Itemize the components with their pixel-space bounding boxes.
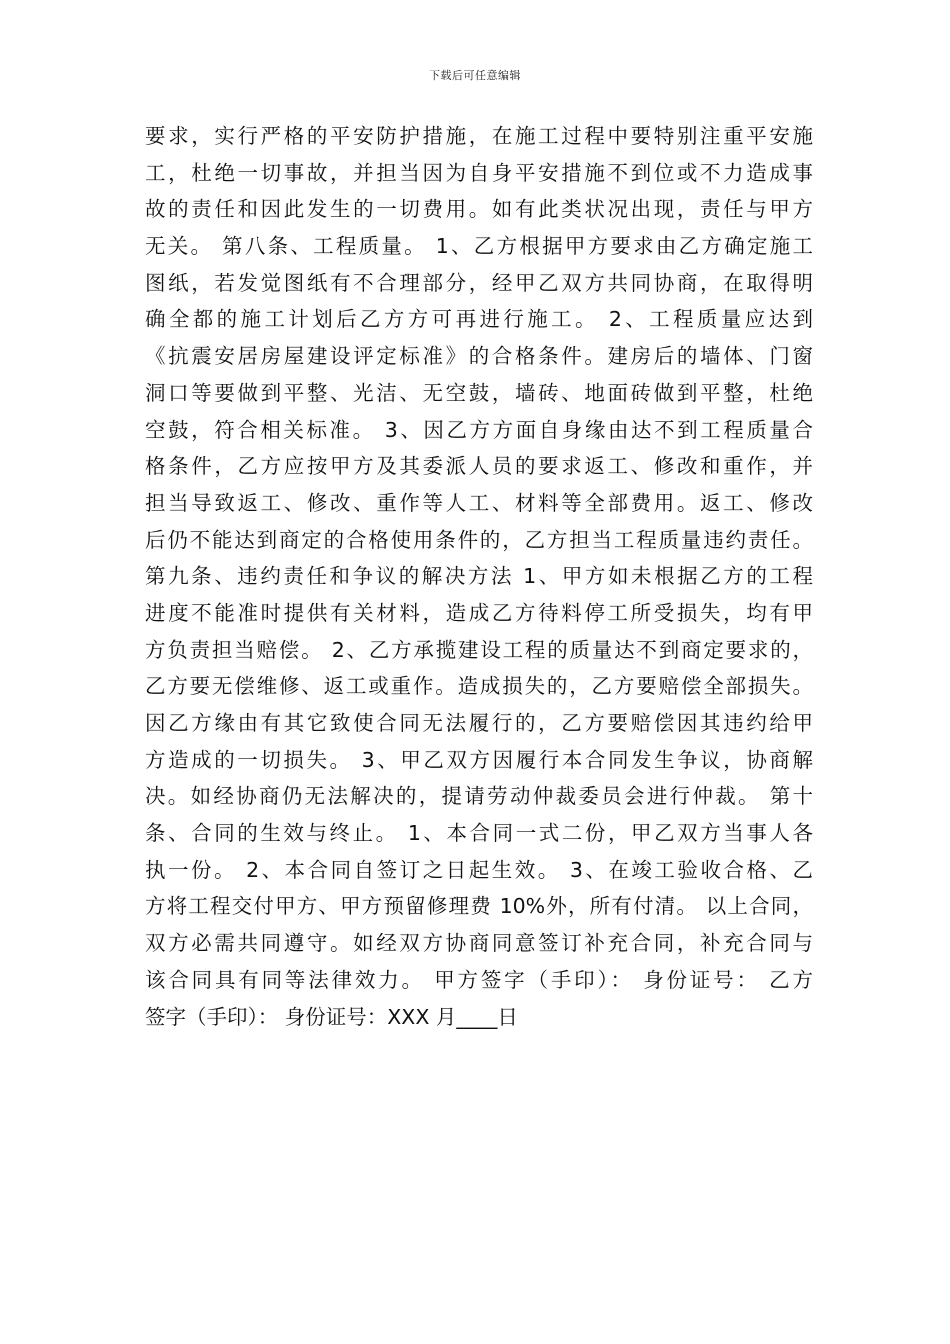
body-line: 无关。 第八条、工程质量。 1、乙方根据甲方要求由乙方确定施工 (145, 234, 813, 259)
body-line: 要求，实行严格的平安防护措施，在施工过程中要特别注重平安施 (145, 124, 813, 148)
body-line: 空鼓，符合相关标准。 3、因乙方方面自身缘由达不到工程质量合 (145, 417, 813, 442)
body-line: 乙方要无偿维修、返工或重作。造成损失的，乙方要赔偿全部损失。 (145, 674, 813, 699)
body-line: 进度不能准时提供有关材料，造成乙方待料停工所受损失，均有甲 (145, 600, 813, 625)
body-line: 方负责担当赔偿。 2、乙方承揽建设工程的质量达不到商定要求的， (145, 637, 813, 662)
page-header: 下载后可任意编辑 (429, 69, 521, 82)
body-line: 担当导致返工、修改、重作等人工、材料等全部费用。返工、修改 (145, 490, 813, 515)
body-line: 方造成的一切损失。 3、甲乙双方因履行本合同发生争议，协商解 (145, 747, 813, 772)
body-line: 该合同具有同等法律效力。 甲方签字（手印）： 身份证号： 乙方 (145, 967, 813, 992)
body-line: 后仍不能达到商定的合格使用条件的，乙方担当工程质量违约责任。 (145, 527, 813, 552)
body-line: 决。如经协商仍无法解决的，提请劳动仲裁委员会进行仲裁。 第十 (145, 784, 813, 809)
body-line: 《抗震安居房屋建设评定标准》的合格条件。建房后的墙体、门窗 (145, 344, 813, 369)
body-line: 签字（手印）： 身份证号：XXX 月____日 (145, 1004, 518, 1029)
body-line: 双方必需共同遵守。如经双方协商同意签订补充合同，补充合同与 (145, 931, 813, 956)
body-line: 第九条、违约责任和争议的解决方法 1、甲方如未根据乙方的工程 (145, 564, 813, 589)
contract-body (145, 118, 813, 1035)
body-line: 确全都的施工计划后乙方方可再进行施工。 2、工程质量应达到 (145, 307, 813, 332)
body-line: 执一份。 2、本合同自签订之日起生效。 3、在竣工验收合格、乙 (145, 857, 813, 882)
body-line: 图纸，若发觉图纸有不合理部分，经甲乙双方共同协商，在取得明 (145, 270, 813, 295)
body-line: 洞口等要做到平整、光洁、无空鼓，墙砖、地面砖做到平整，杜绝 (145, 380, 813, 405)
body-line: 工，杜绝一切事故，并担当因为自身平安措施不到位或不力造成事 (145, 160, 813, 185)
body-line: 格条件，乙方应按甲方及其委派人员的要求返工、修改和重作，并 (145, 454, 813, 479)
body-line: 因乙方缘由有其它致使合同无法履行的，乙方要赔偿因其违约给甲 (145, 711, 813, 735)
body-line: 条、合同的生效与终止。 1、本合同一式二份，甲乙双方当事人各 (145, 821, 813, 846)
body-line: 方将工程交付甲方、甲方预留修理费 10%外，所有付清。 以上合同， (145, 894, 813, 919)
body-line: 故的责任和因此发生的一切费用。如有此类状况出现，责任与甲方 (145, 197, 813, 222)
